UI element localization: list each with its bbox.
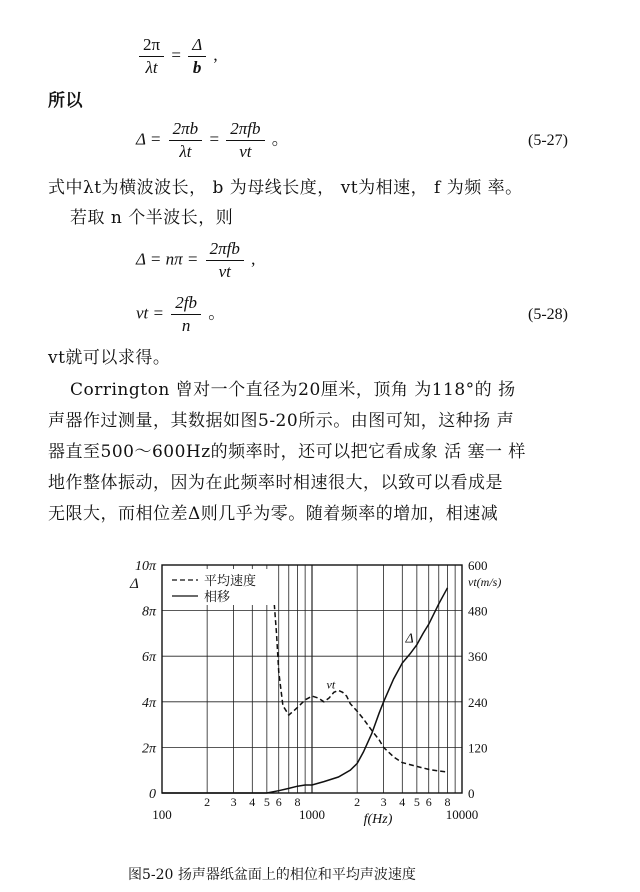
right-tick-label: 600 — [468, 558, 488, 573]
left-tick-label: 2π — [141, 741, 156, 757]
left-tick-label: 0 — [149, 787, 156, 802]
phase-velocity-chart — [0, 540, 640, 840]
paragraph-line-3: 器直至500～600Hz的频率时，还可以把它看成象 活 塞一 样 — [48, 442, 526, 462]
equation-5-28 — [136, 294, 225, 335]
equation-number-5-27: (5-27) — [528, 132, 568, 149]
right-tick-label: 0 — [468, 786, 475, 801]
right-axis-label: vt(m/s) — [468, 575, 502, 589]
equals-sign: = — [171, 45, 181, 65]
fraction-numerator: 2πfb — [226, 120, 264, 141]
paragraph-line-4: 地作整体振动，因为在此频率时相速很大，以致可以看成是 — [48, 473, 503, 493]
x-minor-tick-label: 6 — [425, 795, 432, 809]
paragraph-line-5: 无限大，而相位差Δ则几乎为零。随着频率的增加，相速减 — [48, 504, 499, 524]
paragraph-line-2: 声器作过测量，其数据如图5-20所示。由图可知，这种扬 声 — [48, 411, 515, 431]
comma: , — [251, 249, 256, 269]
legend-label: 平均速度 — [204, 573, 257, 588]
fraction-2pi-lambda — [139, 36, 164, 77]
definition-line: 式中λt为横波波长， b 为母线长度， vt为相速， f 为频 率。 — [48, 178, 523, 198]
equation-5-27 — [136, 120, 289, 161]
left-tick-label: 10π — [134, 559, 156, 574]
equation-lhs: vt = — [136, 303, 164, 323]
legend-label: 相移 — [204, 589, 231, 604]
left-tick-label: 4π — [141, 695, 156, 711]
x-minor-tick-label: 5 — [413, 795, 420, 809]
fraction-numerator: 2π — [139, 36, 164, 57]
right-tick-label: 120 — [468, 740, 488, 756]
equation-wavenumber — [136, 36, 218, 77]
fraction-2pifb-vt — [226, 120, 264, 161]
fraction-delta-b — [188, 36, 206, 77]
period: 。 — [271, 129, 289, 149]
series-line-average-velocity — [273, 580, 447, 772]
x-major-tick-label: 100 — [152, 807, 172, 822]
fraction-numerator: Δ — [188, 36, 206, 57]
fraction-numerator: 2fb — [171, 294, 201, 315]
series-annotation-delta: Δ — [405, 631, 414, 647]
right-tick-label: 240 — [468, 694, 488, 710]
x-minor-tick-label: 3 — [230, 795, 237, 809]
x-minor-tick-label: 6 — [275, 795, 282, 809]
x-minor-tick-label: 2 — [204, 795, 211, 809]
left-tick-label: 8π — [141, 604, 156, 620]
paragraph-line-1: Corrington 曾对一个直径为20厘米，顶角 为118°的 扬 — [70, 380, 516, 400]
x-axis-label: f(Hz) — [363, 812, 393, 827]
x-major-tick-label: 1000 — [299, 807, 325, 822]
equation-delta-npi — [136, 240, 255, 281]
x-minor-tick-label: 8 — [294, 795, 301, 809]
solvable-line: vt就可以求得。 — [48, 348, 171, 368]
fraction-numerator: 2πb — [169, 120, 203, 141]
fraction-denominator: λt — [145, 58, 158, 77]
x-major-tick-label: 10000 — [445, 807, 479, 822]
x-minor-tick-label: 4 — [249, 795, 256, 809]
x-minor-tick-label: 5 — [263, 795, 270, 809]
fraction-denominator: n — [181, 316, 191, 335]
x-minor-tick-label: 8 — [444, 795, 451, 809]
x-minor-tick-label: 3 — [380, 795, 387, 809]
x-minor-tick-label: 4 — [399, 795, 406, 809]
left-axis-label: Δ — [130, 576, 139, 592]
fraction-2pifb-vt — [206, 240, 244, 281]
fraction-denominator: λt — [179, 142, 192, 161]
fraction-denominator: vt — [218, 262, 231, 281]
fraction-numerator: 2πfb — [206, 240, 244, 261]
word-therefore: 所以 — [48, 91, 83, 111]
left-tick-label: 6π — [141, 650, 156, 666]
equals-sign: = — [209, 129, 220, 149]
equation-number-5-28: (5-28) — [528, 306, 568, 323]
half-wave-line: 若取 n 个半波长，则 — [70, 208, 234, 228]
right-tick-label: 360 — [468, 649, 488, 665]
right-tick-label: 480 — [468, 603, 488, 619]
period: 。 — [208, 303, 226, 323]
equation-lhs: Δ = nπ = — [136, 249, 199, 269]
fraction-denominator: b — [192, 58, 202, 77]
equation-lhs: Δ = — [136, 129, 162, 149]
series-annotation-vt: vt — [326, 677, 336, 692]
fraction-2fb-n — [171, 294, 201, 335]
x-minor-tick-label: 2 — [354, 795, 361, 809]
comma: , — [213, 45, 218, 65]
chart-labels — [129, 558, 501, 827]
figure-caption: 图5-20 扬声器纸盆面上的相位和平均声波速度 — [128, 867, 416, 883]
fraction-denominator: vt — [239, 142, 252, 161]
fraction-2pib-lambda — [169, 120, 203, 161]
